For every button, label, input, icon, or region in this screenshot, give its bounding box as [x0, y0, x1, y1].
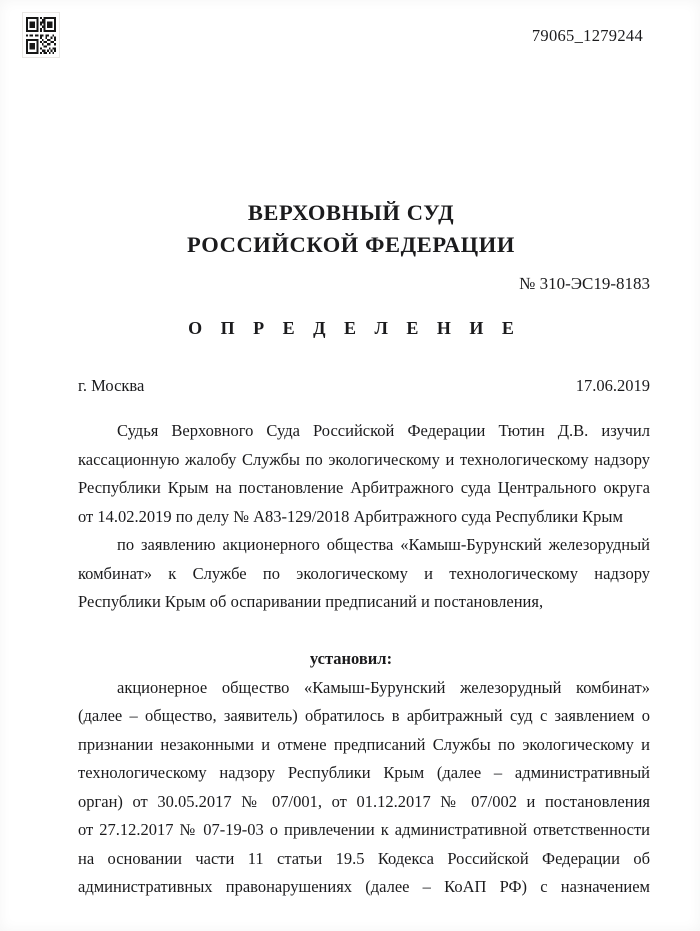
- document-type-heading: О П Р Е Д Е Л Е Н И Е: [188, 318, 521, 338]
- paragraph-line: Республики Крым об оспаривании предписаний и постановления,: [78, 592, 544, 611]
- qr-code-icon: [26, 17, 56, 54]
- paragraph-line: по заявлению акционерного общества «Камыш-Бурунский железорудный: [117, 535, 650, 554]
- document-content: [78, 0, 650, 902]
- paragraph-line: на основании части 11 статьи 19.5 Кодекса Российской Федерации об: [78, 848, 650, 868]
- paragraph-line: административных правонарушениях (далее – КоАП РФ) с назначением: [78, 877, 650, 896]
- place-date-row: [78, 376, 650, 396]
- document-body: [78, 417, 650, 902]
- court-title: [78, 197, 650, 261]
- paragraph-line: кассационную жалобу Службы по экологическому и технологическому надзору: [78, 449, 650, 469]
- court-title-line1: ВЕРХОВНЫЙ СУД: [247, 200, 455, 225]
- qr-code-image: [22, 12, 60, 58]
- paragraph-line: Республики Крым на постановление Арбитражного суда Центрального округа: [78, 478, 650, 497]
- city-label: г. Москва: [78, 376, 145, 395]
- paragraph-line: Судья Верховного Суда Российской Федерации Тютин Д.В. изучил: [117, 421, 650, 440]
- paragraph-line: от 14.02.2019 по делу № А83-129/2018 Арбитражного суда Республики Крым: [78, 506, 623, 526]
- case-number: № 310-ЭС19-8183: [519, 274, 650, 293]
- document-id: 79065_1279244: [531, 26, 643, 45]
- ruling-heading: установил:: [309, 649, 393, 668]
- paragraph-line: (далее – общество, заявитель) обратилось в арбитражный суд с заявлением о: [78, 706, 650, 725]
- paragraph-line: технологическому надзору Республики Крым (далее – административный: [78, 763, 650, 782]
- paragraph-line: комбинат» к Службе по экологическому и технологическому надзору: [78, 563, 650, 583]
- paragraph-line: акционерное общество «Камыш-Бурунский железорудный комбинат»: [117, 677, 650, 697]
- court-title-line2: РОССИЙСКОЙ ФЕДЕРАЦИИ: [187, 232, 515, 257]
- paragraph-line: орган) от 30.05.2017 № 07/001, от 01.12.2017 № 07/002 и постановления: [78, 791, 650, 811]
- date-label: 17.06.2019: [575, 376, 650, 395]
- paragraph-line: признании незаконными и отмене предписаний Службы по экологическому и: [78, 734, 650, 754]
- paragraph-line: от 27.12.2017 № 07-19-03 о привлечении к административной ответственности: [78, 820, 650, 839]
